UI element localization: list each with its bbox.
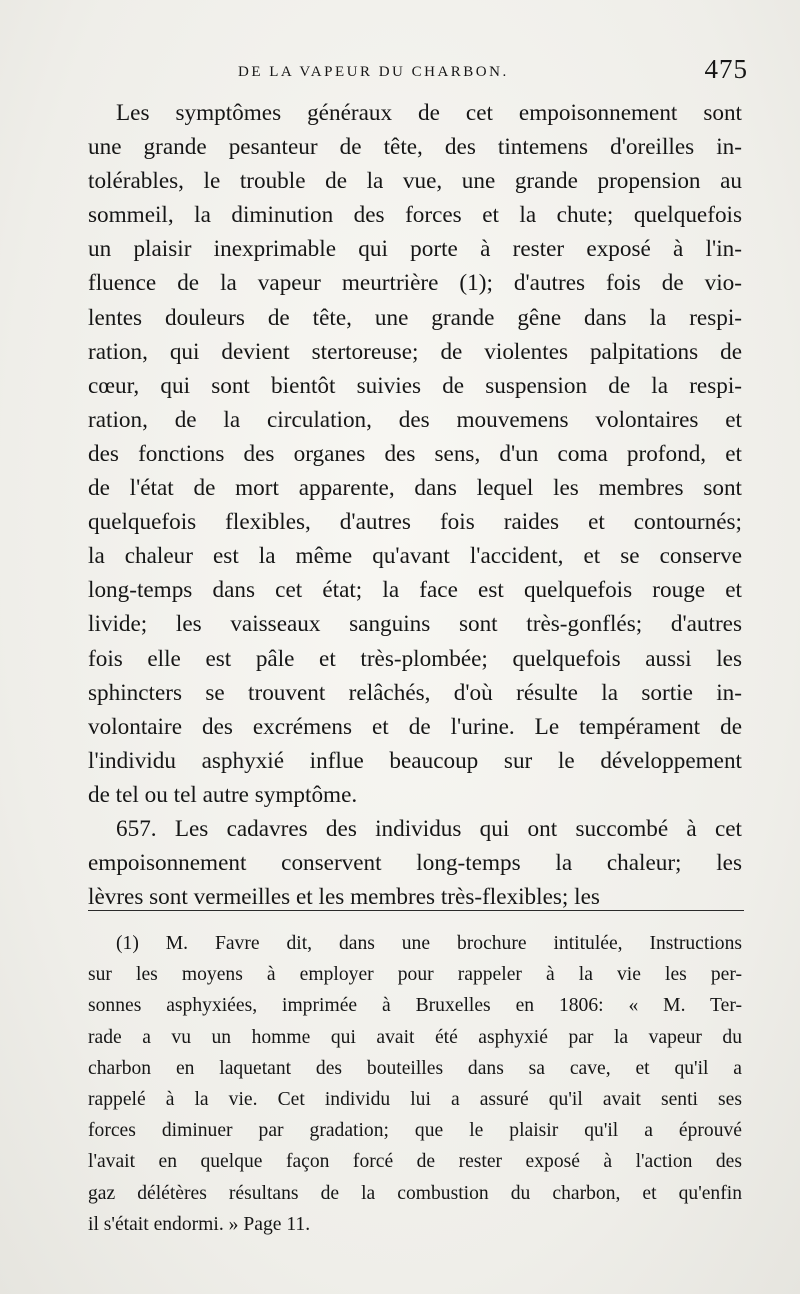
paragraph-symptoms bbox=[88, 96, 742, 812]
footnote bbox=[88, 928, 742, 1240]
text-line: 657. Les cadavres des individus qui ont succombé à cet bbox=[116, 815, 742, 842]
page-number: 475 bbox=[704, 54, 748, 84]
text-line: ration, qui devient stertoreuse; de violentes palpitations de bbox=[88, 338, 742, 365]
text-line: rappelé à la vie. Cet individu lui a assuré qu'il avait senti ses bbox=[88, 1088, 742, 1110]
text-line: de tel ou tel autre symptôme. bbox=[88, 781, 358, 808]
text-line: charbon en laquetant des bouteilles dans sa cave, et qu'il a bbox=[88, 1057, 742, 1079]
text-line: sommeil, la diminution des forces et la chute; quelquefois bbox=[88, 202, 742, 229]
text-line: livide; les vaisseaux sanguins sont très-gonflés; d'autres bbox=[88, 611, 742, 638]
main-text bbox=[88, 96, 742, 914]
text-line: tolérables, le trouble de la vue, une grande propension au bbox=[88, 168, 742, 195]
text-line: la chaleur est la même qu'avant l'accident, et se conserve bbox=[88, 543, 742, 570]
text-line: long-temps dans cet état; la face est quelquefois rouge et bbox=[88, 577, 742, 604]
text-line: des fonctions des organes des sens, d'un coma profond, et bbox=[88, 440, 742, 467]
text-line: empoisonnement conservent long-temps la chaleur; les bbox=[88, 850, 742, 877]
text-line: sphincters se trouvent relâchés, d'où résulte la sortie in- bbox=[88, 679, 742, 706]
text-line: lèvres sont vermeilles et les membres très-flexibles; les bbox=[88, 884, 600, 911]
text-line: Les symptômes généraux de cet empoisonnement sont bbox=[116, 100, 742, 126]
page-header bbox=[88, 54, 748, 94]
running-head: DE LA VAPEUR DU CHARBON. bbox=[238, 64, 509, 80]
text-line: gaz délétères résultans de la combustion du charbon, et qu'enfin bbox=[88, 1182, 742, 1204]
text-line: l'individu asphyxié influe beaucoup sur le développement bbox=[88, 747, 742, 774]
text-line: un plaisir inexprimable qui porte à rester exposé à l'in- bbox=[88, 236, 742, 263]
text-line: ration, de la circulation, des mouvemens volontaires et bbox=[88, 406, 742, 433]
text-line: rade a vu un homme qui avait été asphyxié par la vapeur du bbox=[88, 1026, 742, 1048]
text-line: une grande pesanteur de tête, des tintemens d'oreilles in- bbox=[88, 134, 742, 161]
text-line: volontaire des excrémens et de l'urine. Le tempérament de bbox=[88, 713, 742, 740]
text-line: l'avait en quelque façon forcé de rester exposé à l'action des bbox=[88, 1151, 742, 1173]
text-line: fluence de la vapeur meurtrière (1); d'autres fois de vio- bbox=[88, 270, 742, 297]
text-line: (1) M. Favre dit, dans une brochure intitulée, Instructions bbox=[116, 933, 742, 954]
text-line: sonnes asphyxiées, imprimée à Bruxelles en 1806: « M. Ter- bbox=[88, 995, 742, 1017]
text-line: forces diminuer par gradation; que le plaisir qu'il a éprouvé bbox=[88, 1120, 742, 1142]
text-line: sur les moyens à employer pour rappeler à la vie les per- bbox=[88, 964, 742, 986]
text-line: de l'état de mort apparente, dans lequel les membres sont bbox=[88, 475, 742, 502]
text-line: fois elle est pâle et très-plombée; quelquefois aussi les bbox=[88, 645, 742, 672]
text-line: il s'était endormi. » Page 11. bbox=[88, 1213, 311, 1235]
text-line: cœur, qui sont bientôt suivies de suspension de la respi- bbox=[88, 372, 742, 399]
text-line: quelquefois flexibles, d'autres fois raides et contournés; bbox=[88, 509, 742, 536]
text-line: lentes douleurs de tête, une grande gêne dans la respi- bbox=[88, 304, 742, 331]
paragraph-657 bbox=[88, 812, 742, 914]
footnote-divider bbox=[88, 910, 744, 911]
